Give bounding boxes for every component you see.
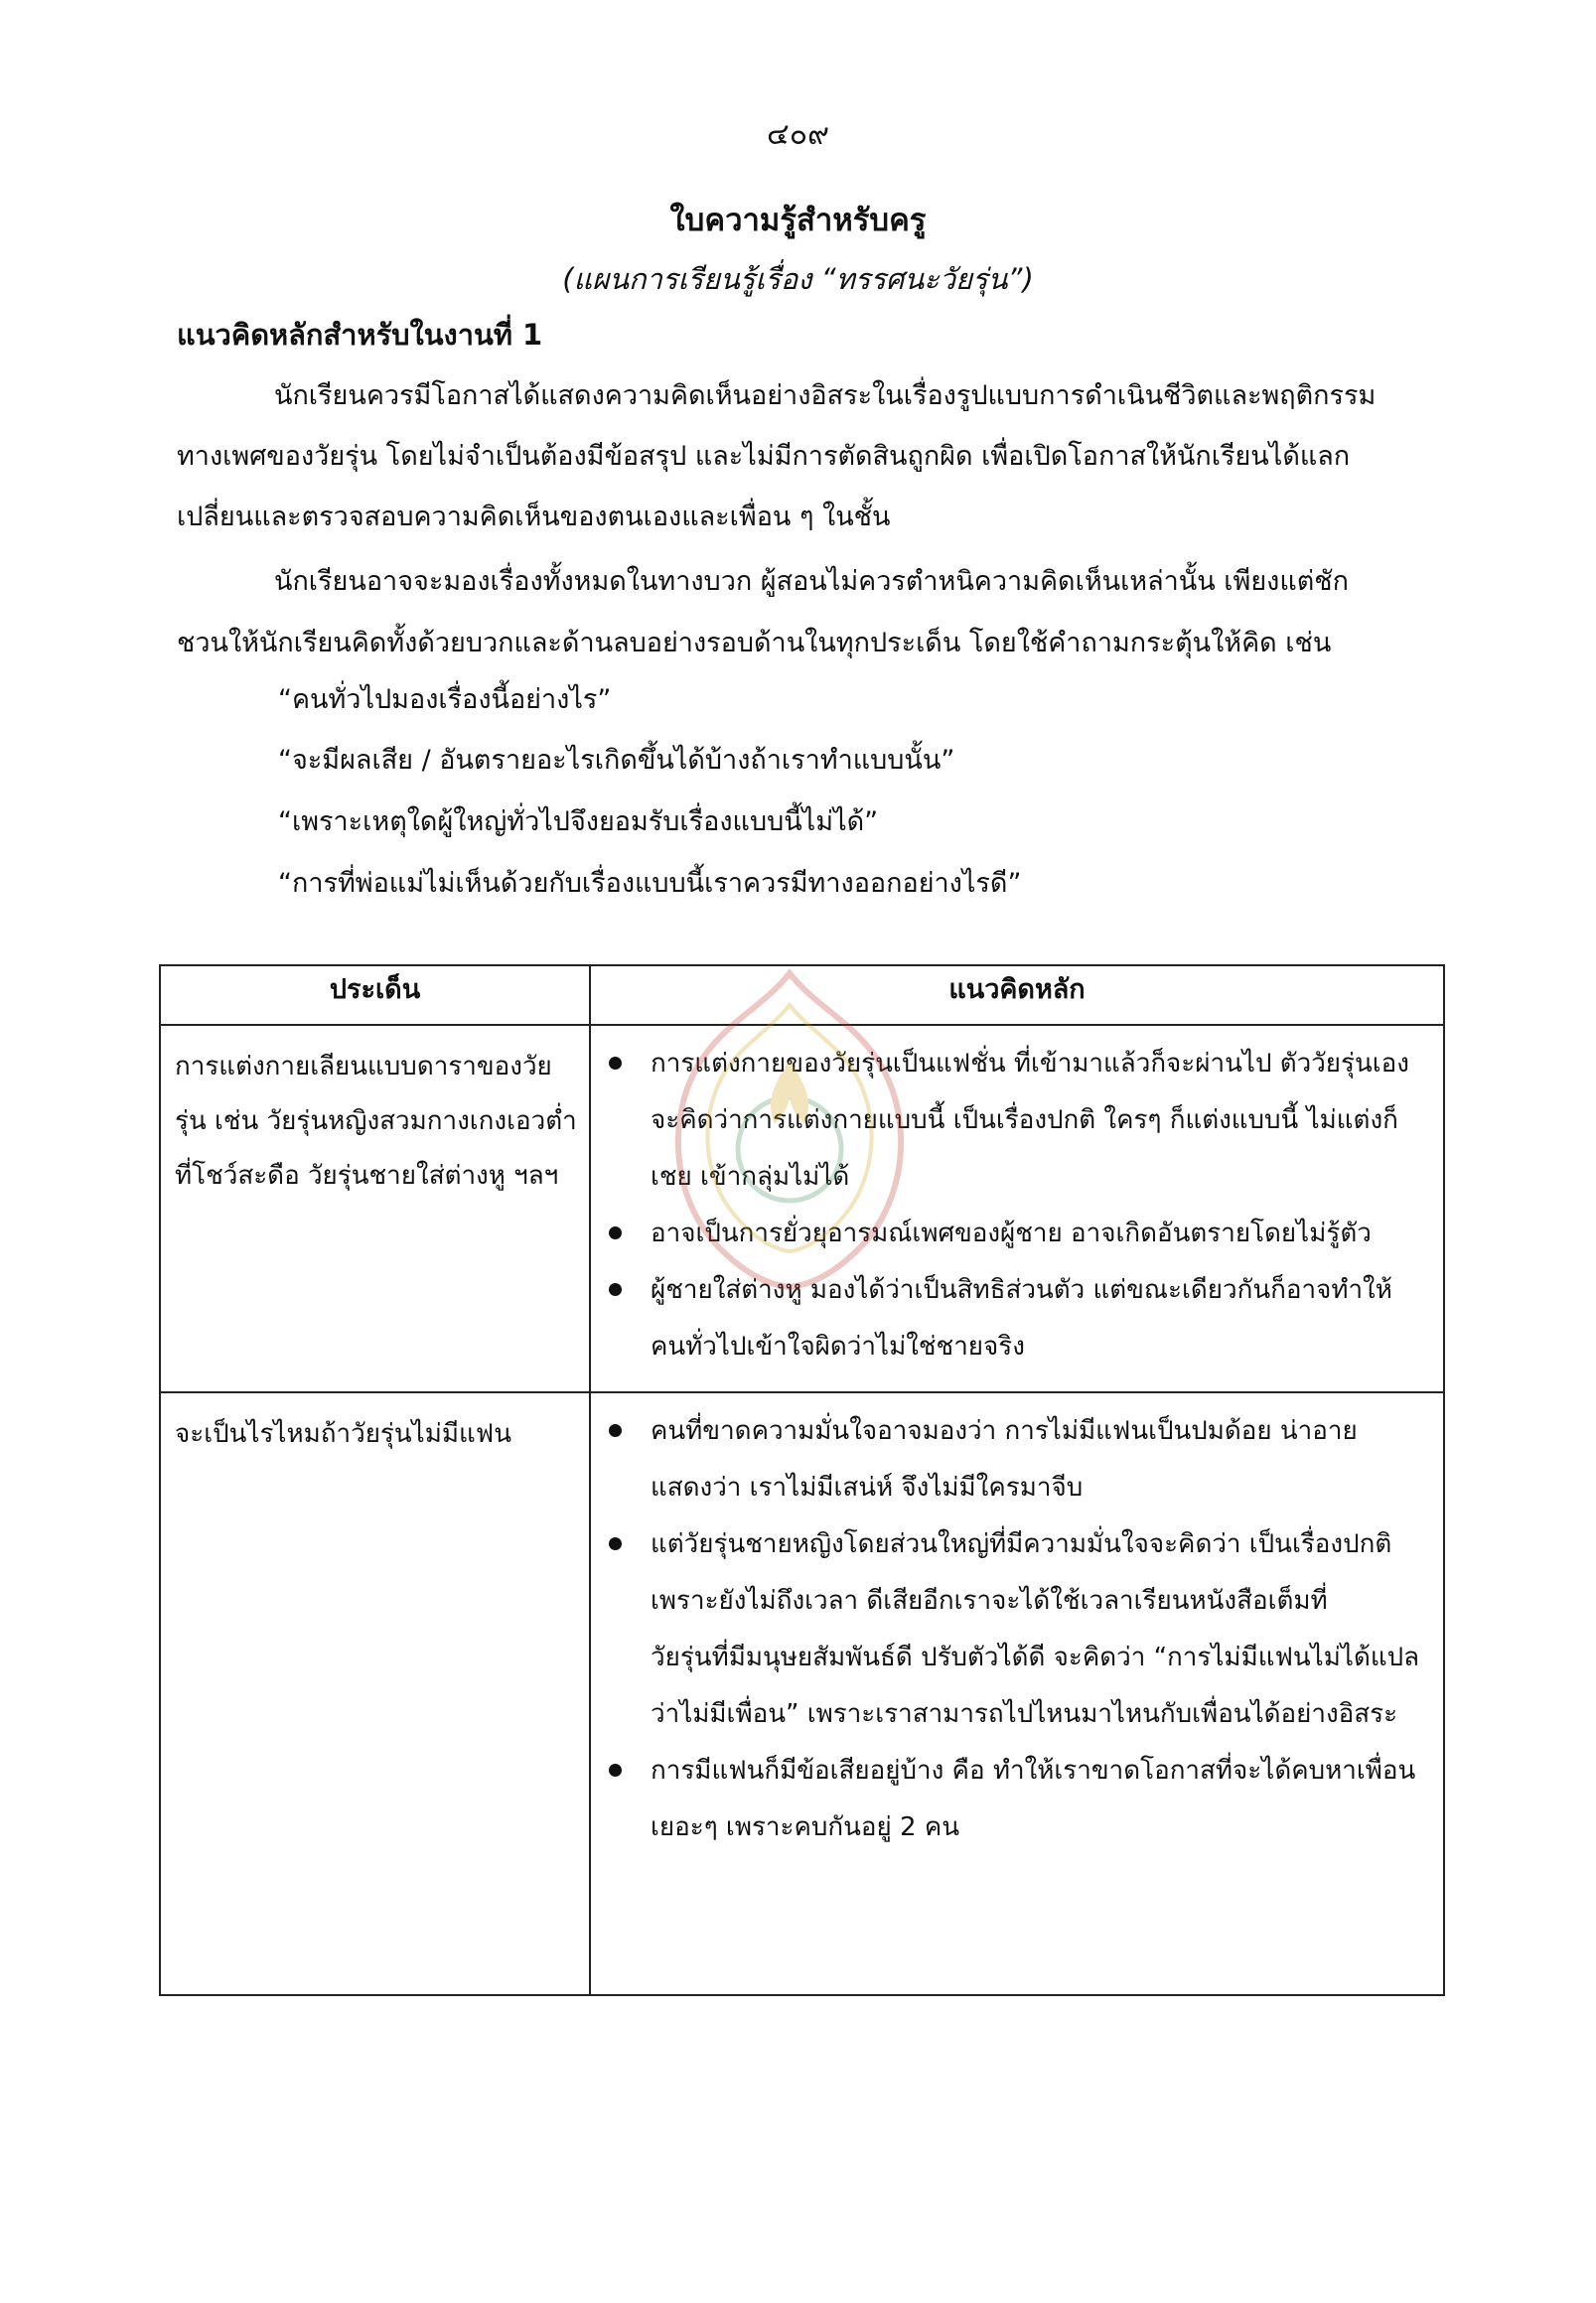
concept-cell (590, 1392, 1444, 1995)
list-item (603, 1262, 1425, 1375)
question-1: “คนทั่วไปมองเรื่องนี้อย่างไร” (278, 684, 612, 715)
list-item-continuation: วัยรุ่นที่มีมนุษยสัมพันธ์ดี ปรับตัวได้ดี จะคิดว่า “การไม่มีแฟนไม่ได้แปลว่าไม่มีเพื่อน” เพราะเราสามารถไปไหนมาไหนกับเพื่อนได้อย่างอิสระ (651, 1643, 1420, 1729)
paragraph-2-line-2: ชวนให้นักเรียนคิดทั้งด้วยบวกและด้านลบอย่างรอบด้านในทุกประเด็น โดยใช้คำถามกระตุ้นให้คิด เช่น (177, 628, 1332, 658)
bullet-icon (609, 1764, 622, 1777)
bullet-icon (609, 1283, 622, 1296)
paragraph-1-line-1: นักเรียนควรมีโอกาสได้แสดงความคิดเห็นอย่างอิสระในเรื่องรูปแบบการดำเนินชีวิตและพฤติกรรม (274, 380, 1377, 411)
concept-table (159, 964, 1445, 1996)
bullet-icon (609, 1537, 622, 1550)
concept-list (603, 1403, 1425, 1856)
page-number: ๔๐๙ (767, 117, 829, 152)
concept-text: ผู้ชายใส่ต่างหู มองได้ว่าเป็นสิทธิส่วนตัว แต่ขณะเดียวกันก็อาจทำให้คนทั่วไปเข้าใจผิดว่าไม่ใช่ชายจริง (651, 1275, 1392, 1362)
table-header-row (160, 965, 1444, 1025)
question-2: “จะมีผลเสีย / อันตรายอะไรเกิดขึ้นได้บ้างถ้าเราทำแบบนั้น” (278, 745, 955, 776)
list-item (603, 1036, 1425, 1206)
paragraph-1-line-3: เปลี่ยนและตรวจสอบความคิดเห็นของตนเองและเพื่อน ๆ ในชั้น (177, 502, 891, 532)
table-row (160, 1025, 1444, 1392)
concept-text: การแต่งกายของวัยรุ่นเป็นแฟชั่น ที่เข้ามาแล้วก็จะผ่านไป ตัววัยรุ่นเองจะคิดว่าการแต่งกายแบบนี้ เป็นเรื่องปกติ ใครๆ ก็แต่งแบบนี้ ไม่แต่งก็เชย เข้ากลุ่มไม่ได้ (651, 1049, 1409, 1192)
concept-text: อาจเป็นการยั่วยุอารมณ์เพศของผู้ชาย อาจเกิดอันตรายโดยไม่รู้ตัว (651, 1219, 1372, 1248)
concept-text: แต่วัยรุ่นชายหญิงโดยส่วนใหญ่ที่มีความมั่นใจจะคิดว่า เป็นเรื่องปกติ เพราะยังไม่ถึงเวลา ดีเสียอีกเราจะได้ใช้เวลาเรียนหนังสือเต็มที่ (651, 1529, 1392, 1616)
header-issue: ประเด็น (160, 965, 590, 1025)
bullet-icon (609, 1424, 622, 1437)
document-subtitle: (แผนการเรียนรู้เรื่อง “ทรรศนะวัยรุ่น”) (562, 262, 1034, 296)
concept-text: การมีแฟนก็มีข้อเสียอยู่บ้าง คือ ทำให้เราขาดโอกาสที่จะได้คบหาเพื่อนเยอะๆ เพราะคบกันอยู่ 2 คน (651, 1756, 1416, 1842)
table-row (160, 1392, 1444, 1995)
list-item (603, 1206, 1425, 1262)
section-heading: แนวคิดหลักสำหรับในงานที่ 1 (177, 318, 543, 352)
header-main-concept: แนวคิดหลัก (590, 965, 1444, 1025)
issue-cell: การแต่งกายเลียนแบบดาราของวัยรุ่น เช่น วัยรุ่นหญิงสวมกางเกงเอวต่ำที่โชว์สะดือ วัยรุ่นชายใส่ต่างหู ฯลฯ (160, 1025, 590, 1392)
concept-list (603, 1036, 1425, 1375)
paragraph-2-line-1: นักเรียนอาจจะมองเรื่องทั้งหมดในทางบวก ผู้สอนไม่ควรตำหนิความคิดเห็นเหล่านั้น เพียงแต่ชัก (274, 566, 1349, 597)
document-title: ใบความรู้สำหรับครู (669, 203, 927, 238)
paragraph-1-line-2: ทางเพศของวัยรุ่น โดยไม่จำเป็นต้องมีข้อสรุป และไม่มีการตัดสินถูกผิด เพื่อเปิดโอกาสให้นักเรียนได้แลก (177, 441, 1351, 472)
bullet-icon (609, 1057, 622, 1070)
issue-cell: จะเป็นไรไหมถ้าวัยรุ่นไม่มีแฟน (160, 1392, 590, 1995)
question-3: “เพราะเหตุใดผู้ใหญ่ทั่วไปจึงยอมรับเรื่องแบบนี้ไม่ได้” (278, 806, 879, 837)
bullet-icon (609, 1226, 622, 1239)
concept-cell (590, 1025, 1444, 1392)
concept-text: คนที่ขาดความมั่นใจอาจมองว่า การไม่มีแฟนเป็นปมด้อย น่าอาย แสดงว่า เราไม่มีเสน่ห์ จึงไม่มีใครมาจีบ (651, 1416, 1358, 1503)
list-item (603, 1516, 1425, 1630)
list-item (603, 1743, 1425, 1856)
list-item (603, 1403, 1425, 1516)
question-4: “การที่พ่อแม่ไม่เห็นด้วยกับเรื่องแบบนี้เราควรมีทางออกอย่างไรดี” (278, 868, 1022, 899)
